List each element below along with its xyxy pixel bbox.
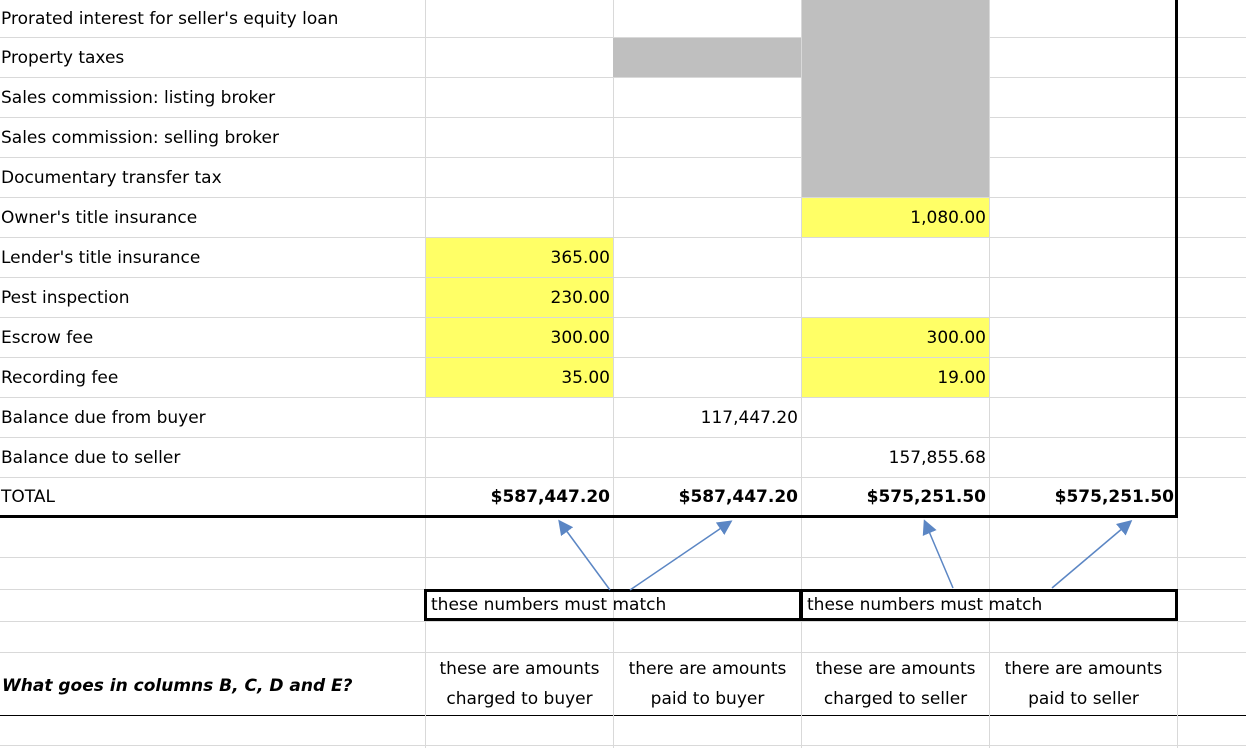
lenders-title-insurance-b[interactable]: 365.00 [426,238,613,277]
column-d-description: these are amounts charged to seller [815,658,976,709]
column-e-description: there are amounts paid to seller [1004,658,1163,709]
balance-due-to-seller-d[interactable]: 157,855.68 [888,447,986,468]
row-label: Prorated interest for seller's equity loan [1,8,339,29]
buyer-match-note: these numbers must match [424,589,802,621]
arrow-to-total-d [925,522,953,588]
owners-title-insurance-d[interactable]: 1,080.00 [802,198,989,237]
row-label: Escrow fee [1,327,94,348]
escrow-fee-d[interactable]: 300.00 [802,318,989,357]
arrow-to-total-e [1052,522,1130,588]
total-label: TOTAL [1,487,55,507]
row-label: Sales commission: selling broker [1,127,279,148]
arrow-to-total-b [560,522,610,590]
row-label: Balance due to seller [1,447,181,468]
total-c[interactable]: $587,447.20 [678,487,798,507]
recording-fee-b[interactable]: 35.00 [426,358,613,397]
row-label: Owner's title insurance [1,207,198,228]
recording-fee-d[interactable]: 19.00 [802,358,989,397]
escrow-fee-b[interactable]: 300.00 [426,318,613,357]
row-label: Sales commission: listing broker [1,87,276,108]
total-b[interactable]: $587,447.20 [490,487,610,507]
arrow-to-total-c [630,522,730,590]
row-label: Lender's title insurance [1,247,201,268]
row-label: Balance due from buyer [1,407,206,428]
row-label: Pest inspection [1,287,130,308]
row-label: Documentary transfer tax [1,167,222,188]
pest-inspection-b[interactable]: 230.00 [426,278,613,317]
total-d[interactable]: $575,251.50 [866,487,986,507]
column-c-description: there are amounts paid to buyer [628,658,787,709]
columns-question: What goes in columns B, C, D and E? [2,676,353,696]
total-e[interactable]: $575,251.50 [1054,487,1174,507]
row-label: Property taxes [1,47,125,68]
seller-match-note: these numbers must match [800,589,1178,621]
shaded-cell [613,38,801,77]
balance-due-from-buyer-c[interactable]: 117,447.20 [700,407,798,428]
row-label: Recording fee [1,367,119,388]
shaded-cell [802,0,989,197]
column-b-description: these are amounts charged to buyer [439,658,600,709]
